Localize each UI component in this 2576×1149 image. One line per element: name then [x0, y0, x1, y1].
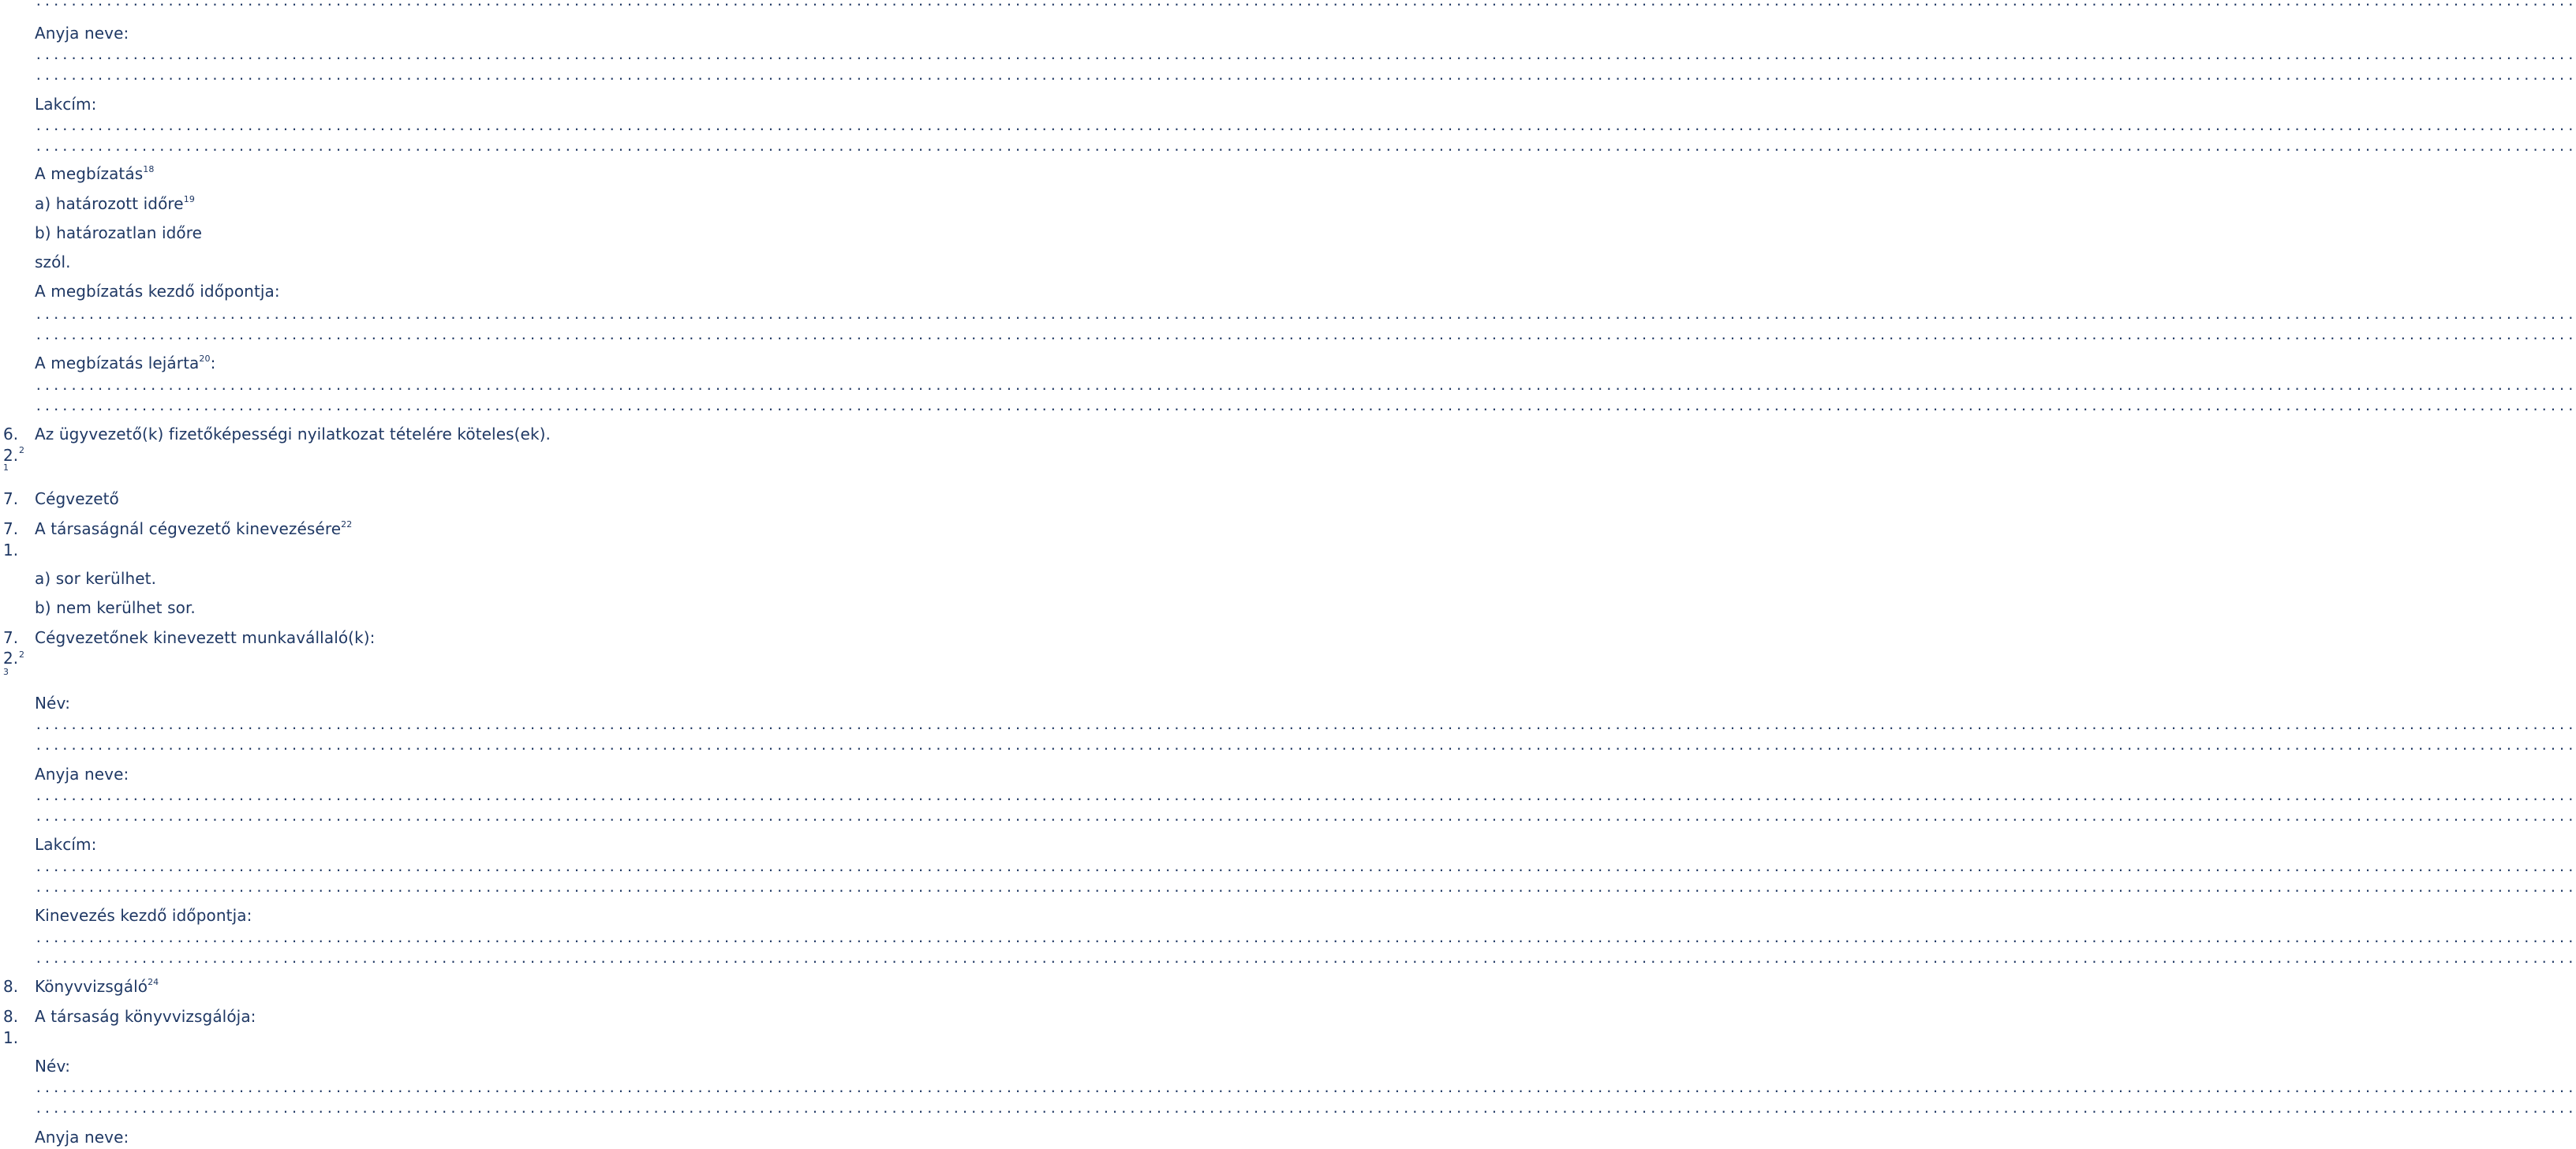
- lakcim-label: Lakcím:: [35, 835, 97, 854]
- anyja-neve-label: Anyja neve:: [35, 765, 129, 784]
- tarsasag-konyvvizsgaloja-label: A társaság könyvvizsgálója:: [35, 1007, 256, 1026]
- dotted-fill-line: ................................................................................................................................................................................................................................................................................................: [35, 1080, 2576, 1095]
- section-number-part: 2.: [3, 446, 19, 465]
- section-number: 7.: [3, 519, 19, 538]
- footnote-ref: 19: [183, 194, 195, 204]
- konyvvizsgalo-heading: [35, 977, 159, 996]
- nev-label: Név:: [35, 1057, 71, 1076]
- anyja-neve-label: Anyja neve:: [35, 24, 129, 43]
- dotted-fill-line: ................................................................................................................................................................................................................................................................................................: [35, 47, 2576, 62]
- fizetokepesseg-text: Az ügyvezető(k) fizetőképességi nyilatkozat tételére köteles(ek).: [35, 425, 551, 444]
- dotted-fill-line: ................................................................................................................................................................................................................................................................................................: [35, 1101, 2576, 1116]
- kinevezes-kezdo-label: Kinevezés kezdő időpontja:: [35, 906, 252, 925]
- section-number-suffix: 2: [19, 649, 24, 660]
- section-number: 8.: [3, 1007, 19, 1026]
- section-number: 2.: [3, 649, 19, 668]
- dotted-fill-line: ................................................................................................................................................................................................................................................................................................: [35, 327, 2576, 342]
- section-number-suffix: 1: [3, 462, 9, 473]
- dotted-fill-line: ................................................................................................................................................................................................................................................................................................: [35, 118, 2576, 133]
- konyvvizsgalo-text: Könyvvizsgáló: [35, 977, 148, 996]
- kezdo-idopont-label: A megbízatás kezdő időpontja:: [35, 282, 280, 301]
- option-hatarozott-text: a) határozott időre: [35, 194, 184, 213]
- option-nem-kerulhet: b) nem kerülhet sor.: [35, 598, 196, 617]
- dotted-fill-line: ................................................................................................................................................................................................................................................................................................: [35, 788, 2576, 803]
- dotted-fill-line: ................................................................................................................................................................................................................................................................................................: [35, 399, 2576, 414]
- dotted-fill-line: ................................................................................................................................................................................................................................................................................................: [35, 880, 2576, 895]
- cegvezeto-heading: Cégvezető: [35, 489, 119, 508]
- megbizatas-heading: [35, 164, 154, 183]
- dotted-fill-line: ................................................................................................................................................................................................................................................................................................: [35, 738, 2576, 753]
- kinevezesere-label: A társaságnál cégvezető kinevezésére: [35, 519, 342, 538]
- szol-text: szól.: [35, 253, 71, 271]
- section-number: 7.: [3, 628, 19, 647]
- section-number: 1.: [3, 1028, 19, 1047]
- section-number: 8.: [3, 977, 19, 996]
- dotted-fill-line: ................................................................................................................................................................................................................................................................................................: [35, 930, 2576, 945]
- dotted-fill-line: ................................................................................................................................................................................................................................................................................................: [35, 859, 2576, 874]
- footnote-ref: 24: [148, 977, 159, 987]
- section-number-suffix: 2: [19, 445, 24, 455]
- dotted-fill-line: ................................................................................................................................................................................................................................................................................................: [35, 951, 2576, 966]
- lejarta-text: A megbízatás lejárta: [35, 354, 200, 372]
- section-number: 6.: [3, 425, 19, 444]
- dotted-fill-line: ................................................................................................................................................................................................................................................................................................: [35, 378, 2576, 393]
- dotted-fill-line: ................................................................................................................................................................................................................................................................................................: [35, 809, 2576, 824]
- lejarta-label: [35, 354, 215, 372]
- nev-label: Név:: [35, 694, 71, 713]
- anyja-neve-label: Anyja neve:: [35, 1128, 129, 1147]
- dotted-fill-line: ................................................................................................................................................................................................................................................................................................: [35, 0, 2576, 9]
- option-hatarozatlan: b) határozatlan időre: [35, 223, 203, 242]
- kinevezesere-text: [35, 519, 352, 538]
- section-number: 7.: [3, 489, 19, 508]
- footnote-ref: 20: [199, 354, 211, 364]
- dotted-fill-line: ................................................................................................................................................................................................................................................................................................: [35, 307, 2576, 322]
- munkavallalo-label: Cégvezetőnek kinevezett munkavállaló(k):: [35, 628, 376, 647]
- footnote-ref: 22: [341, 519, 353, 530]
- dotted-fill-line: ................................................................................................................................................................................................................................................................................................: [35, 717, 2576, 732]
- option-hatarozott: [35, 194, 195, 213]
- section-number-suffix: 3: [3, 667, 9, 677]
- lejarta-colon: :: [210, 354, 216, 372]
- dotted-fill-line: ................................................................................................................................................................................................................................................................................................: [35, 139, 2576, 154]
- dotted-fill-line: ................................................................................................................................................................................................................................................................................................: [35, 68, 2576, 83]
- lakcim-label: Lakcím:: [35, 95, 97, 114]
- footnote-ref: 18: [143, 164, 155, 174]
- megbizatas-text: A megbízatás: [35, 164, 144, 183]
- section-number: 1.: [3, 541, 19, 560]
- option-sor-kerulhet: a) sor kerülhet.: [35, 569, 157, 588]
